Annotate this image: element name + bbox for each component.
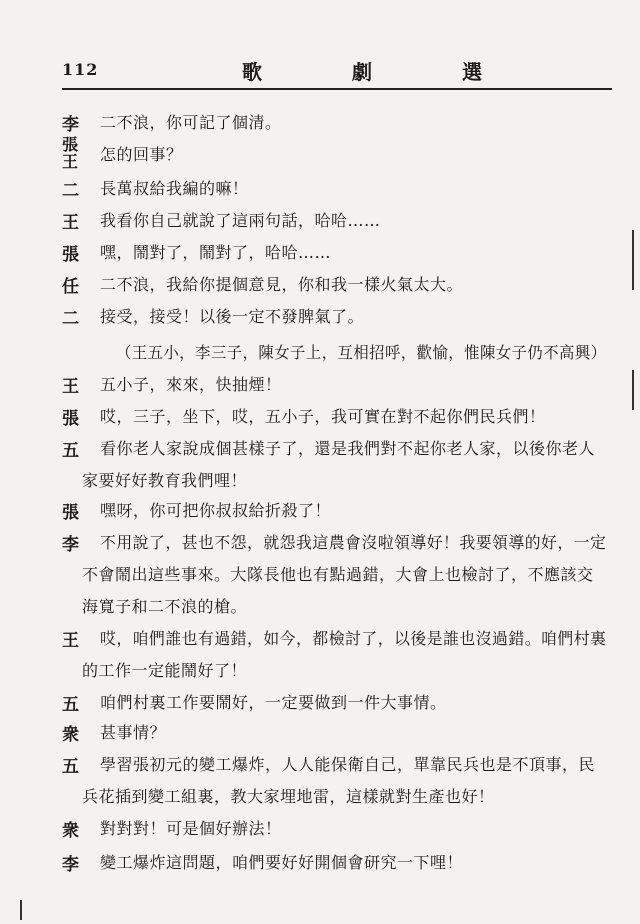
speaker-label: 五 bbox=[62, 757, 80, 777]
dialogue-line bbox=[62, 850, 607, 874]
dialogue-text: 嘿，鬧對了，鬧對了，哈哈…… bbox=[100, 243, 332, 262]
dialogue-line bbox=[62, 530, 607, 554]
dialogue-line bbox=[62, 720, 607, 744]
dialogue-line bbox=[62, 304, 607, 328]
speaker-char: 張 bbox=[62, 135, 79, 154]
dialogue-line bbox=[62, 626, 607, 650]
continuation-text: 兵花插到變工組裏，教大家埋地雷，這樣就對生產也好！ bbox=[82, 787, 495, 806]
continuation-text: 不會鬧出這些事來。大隊長他也有點過錯，大會上也檢討了，不應該交 bbox=[82, 565, 594, 584]
running-title-char: 劇 bbox=[352, 60, 372, 84]
dialogue-text: 甚事情？ bbox=[100, 723, 167, 742]
dialogue-continuation bbox=[62, 594, 607, 618]
speaker-label: 李 bbox=[62, 535, 80, 555]
dialogue-text: 變工爆炸這問題，咱們要好好開個會研究一下哩！ bbox=[100, 853, 464, 872]
speaker-label: 衆 bbox=[62, 821, 80, 841]
scan-edge-mark bbox=[20, 900, 22, 920]
dialogue-text: 接受，接受！以後一定不發脾氣了。 bbox=[100, 307, 365, 326]
dialogue-text: 哎，三子，坐下，哎，五小子，我可實在對不起你們民兵們！ bbox=[100, 407, 546, 426]
dialogue-line bbox=[62, 690, 607, 714]
dialogue-line bbox=[62, 752, 607, 776]
dialogue-text: 看你老人家說成個甚樣子了，還是我們對不起你老人家，以後你老人 bbox=[100, 439, 596, 458]
scan-edge-mark bbox=[632, 370, 634, 410]
dialogue-text: 咱們村裏工作要鬧好，一定要做到一件大事情。 bbox=[100, 693, 447, 712]
page-number: 112 bbox=[62, 60, 99, 79]
dialogue-text: 二不浪，你可記了個清。 bbox=[100, 113, 282, 132]
speaker-label: 二 bbox=[62, 309, 80, 329]
stage-direction-text: （王五小，李三子，陳女子上，互相招呼，歡愉，惟陳女子仍不高興） bbox=[116, 343, 607, 362]
speaker-label: 李 bbox=[62, 115, 80, 135]
dialogue-line bbox=[62, 404, 607, 428]
dialogue-line bbox=[62, 240, 607, 264]
speaker-label: 任 bbox=[62, 277, 80, 297]
dialogue-line bbox=[62, 498, 607, 522]
dialogue-line bbox=[62, 816, 607, 840]
speaker-char: 王 bbox=[62, 152, 79, 171]
dialogue-line bbox=[62, 176, 607, 200]
speaker-label: 張 bbox=[62, 503, 80, 523]
dialogue-text: 對對對！可是個好辦法！ bbox=[100, 819, 282, 838]
dialogue-text: 我看你自己就說了這兩句話，哈哈…… bbox=[100, 211, 381, 230]
dialogue-continuation bbox=[62, 784, 607, 808]
dialogue-text: 五小子，來來，快抽煙！ bbox=[100, 375, 282, 394]
running-title bbox=[242, 56, 482, 85]
speaker-label: 五 bbox=[62, 441, 80, 461]
speaker-label: 張 bbox=[62, 409, 80, 429]
speaker-label: 王 bbox=[62, 631, 80, 651]
dialogue-line bbox=[62, 436, 607, 460]
dialogue-text: 怎的回事？ bbox=[100, 145, 183, 164]
speaker-label: 五 bbox=[62, 695, 80, 715]
stage-direction bbox=[62, 340, 607, 364]
continuation-text: 家要好好教育我們哩！ bbox=[82, 471, 248, 490]
scan-edge-mark bbox=[632, 230, 634, 290]
speaker-label-stacked bbox=[62, 136, 79, 170]
dialogue-continuation bbox=[62, 468, 607, 492]
speaker-label: 王 bbox=[62, 213, 80, 233]
dialogue-line bbox=[62, 208, 607, 232]
dialogue-line bbox=[62, 135, 607, 171]
dialogue-continuation bbox=[62, 658, 607, 682]
running-title-char: 選 bbox=[462, 60, 482, 84]
continuation-text: 的工作一定能鬧好了！ bbox=[82, 661, 248, 680]
dialogue-text: 長萬叔給我編的嘛！ bbox=[100, 179, 249, 198]
dialogue-continuation bbox=[62, 562, 607, 586]
speaker-label: 王 bbox=[62, 377, 80, 397]
dialogue-text: 二不浪，我給你提個意見，你和我一樣火氣太大。 bbox=[100, 275, 464, 294]
dialogue-text: 不用說了，甚也不怨，就怨我這農會沒啦領導好！我要領導的好，一定 bbox=[100, 533, 607, 552]
dialogue-line bbox=[62, 272, 607, 296]
running-title-char: 歌 bbox=[242, 60, 262, 84]
speaker-label: 二 bbox=[62, 181, 80, 201]
speaker-label: 衆 bbox=[62, 725, 80, 745]
header-rule bbox=[62, 88, 612, 90]
dialogue-text: 哎，咱們誰也有過錯，如今，都檢討了，以後是誰也沒過錯。咱們村裏 bbox=[100, 629, 607, 648]
continuation-text: 海寬子和二不浪的槍。 bbox=[82, 597, 248, 616]
speaker-label: 李 bbox=[62, 855, 80, 875]
dialogue-line bbox=[62, 372, 607, 396]
speaker-label: 張 bbox=[62, 245, 80, 265]
dialogue-text: 學習張初元的變工爆炸，人人能保衛自己，單靠民兵也是不頂事，民 bbox=[100, 755, 596, 774]
dialogue-line bbox=[62, 110, 607, 134]
page-header bbox=[62, 56, 592, 86]
dialogue-text: 嘿呀，你可把你叔叔給折殺了！ bbox=[100, 501, 332, 520]
